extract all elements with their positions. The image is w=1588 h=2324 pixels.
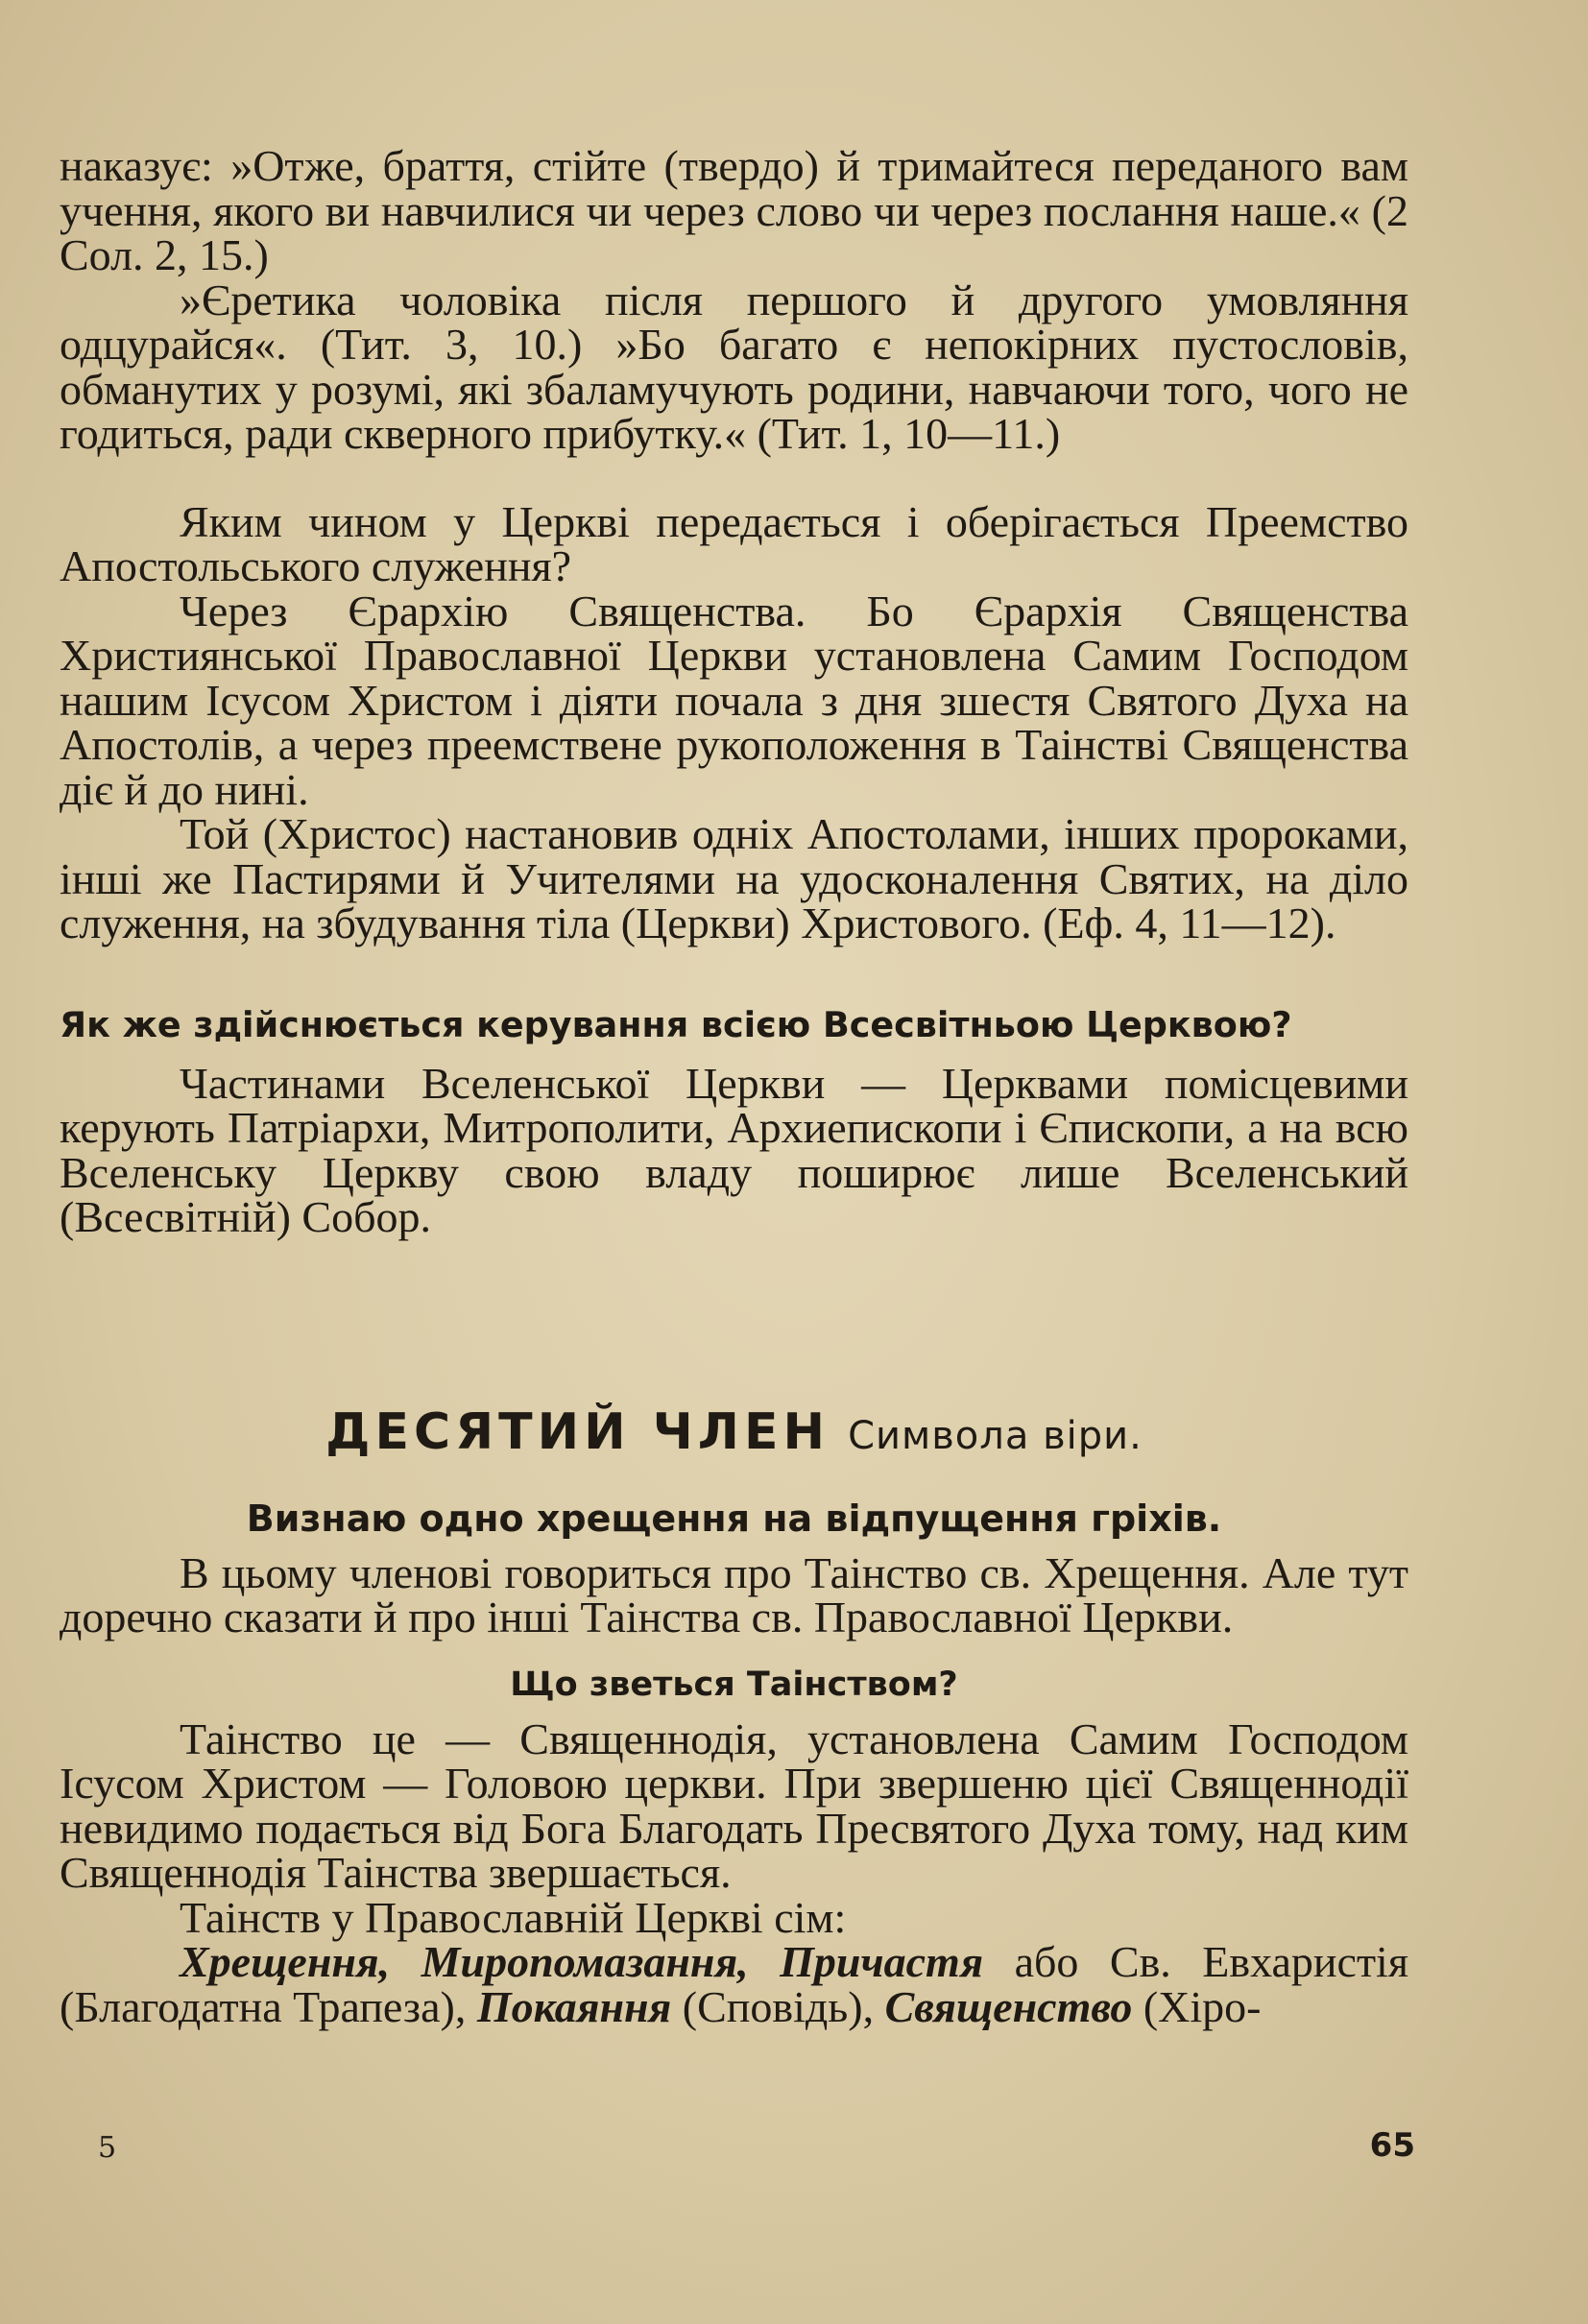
sacrament-list-2: Покаяння [476, 1981, 672, 2031]
sacrament-definition: Таінство це — Священнодія, установлена Самим Господом Ісусом Христом — Головою церкви. При звершеню цієї Священнодії невидимо подається від Бога Благодать Пресвятого Духа тому, над ким Священнодія Таінства звершається. [60, 1713, 1408, 1897]
governance-heading: Як же здійснюється керування всією Всесвітньою Церквою? [60, 1003, 1292, 1045]
sacrament-list [60, 1937, 1408, 2031]
sacrament-list-1: Хрещення, Миропомазання, Причастя [180, 1937, 984, 1986]
page-content [60, 141, 1408, 2031]
succession-question: Яким чином у Церкві передається і оберігається Преемство Апостольського служення? [60, 496, 1408, 590]
sacrament-count: Таінств у Православній Церкві сім: [180, 1892, 847, 1942]
sacrament-list-1-tail: або Св. Евхаристія (Благодатна Трапеза), [60, 1937, 1408, 2031]
sacrament-list-3-tail: (Хіро- [1132, 1981, 1262, 2031]
article-title-main: ДЕСЯТИЙ ЧЛЕН [325, 1402, 830, 1461]
article-intro: В цьому членові говориться про Таінство св. Хрещення. Але тут доречно сказати й про інші Таінства св. Православної Церкви. [60, 1547, 1408, 1641]
sacrament-list-2-tail: (Сповідь), [671, 1981, 885, 2031]
page-number: 65 [1369, 2126, 1415, 2165]
article-title-suffix: Символа віри. [848, 1413, 1143, 1458]
succession-answer: Через Єрархію Священства. Бо Єрархія Священства Християнської Православної Церкви установлена Самим Господом нашим Ісусом Христом і діяти почала з дня зшестя Святого Духа на Апостолів, а через преемствене рукоположення в Таінстві Священства діє й до нині. [60, 586, 1408, 814]
article-subtitle: Визнаю одно хрещення на відпущення гріхів. [246, 1497, 1222, 1540]
sacrament-list-3: Священство [884, 1981, 1133, 2031]
sacrament-heading: Що зветься Таінством? [510, 1665, 958, 1704]
article-title [60, 1403, 1408, 1461]
signature-mark: 5 [98, 2131, 117, 2165]
paragraph-top-1: наказує: »Отже, браття, стійте (твердо) й тримайтеся переданого вам учення, якого ви навчилися чи через слово чи через послання наше.« (2 Сол. 2, 15.) [60, 141, 1408, 279]
governance-answer: Частинами Вселенської Церкви — Церквами помісцевими керують Патріархи, Митрополити, Архиепископи і Єпископи, а на всю Вселенську Церкву свою владу поширює лише Вселенський (Всесвітній) Собор. [60, 1058, 1408, 1241]
succession-quote: Той (Христос) настановив одніх Апостолами, інших пророками, інші же Пастирями й Учителями на удосконалення Святих, на діло служення, на збудування тіла (Церкви) Христового. (Еф. 4, 11—12). [60, 809, 1408, 947]
paragraph-top-2: »Єретика чоловіка після першого й другого умовляння одцурайся«. (Тит. 3, 10.) »Бо багато є непокірних пустословів, обманутих у розумі, які збаламучують родини, навчаючи того, чого не годиться, ради скверного прибутку.« (Тит. 1, 10—11.) [60, 275, 1408, 458]
